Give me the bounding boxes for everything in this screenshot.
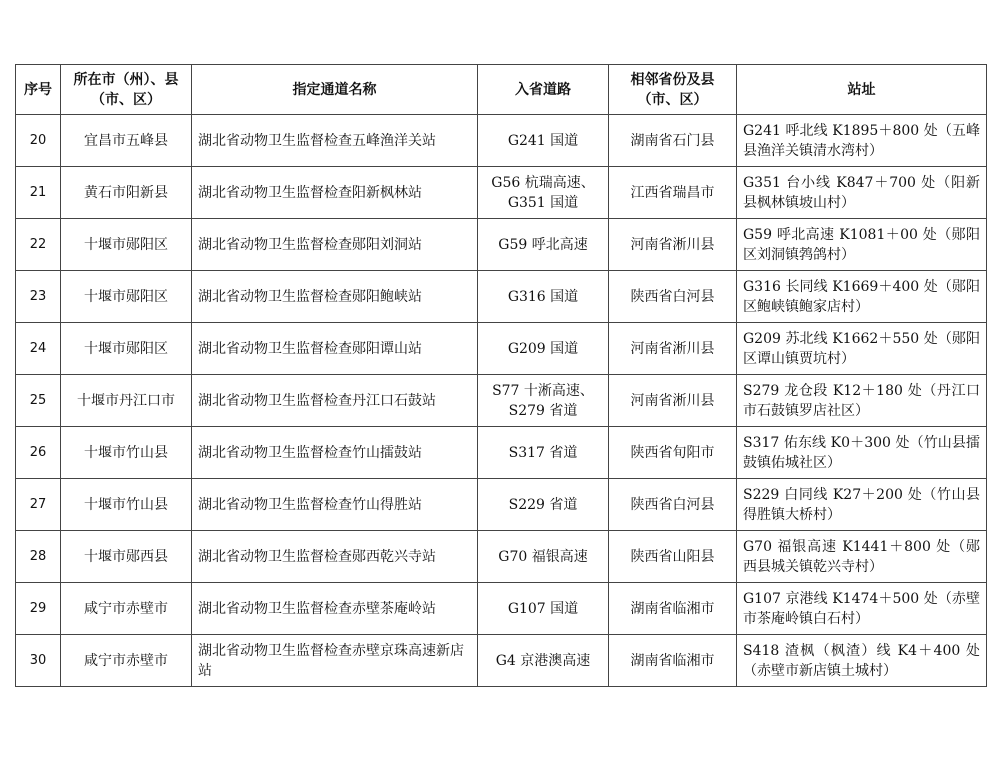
cell-adjacent: 陕西省旬阳市 bbox=[609, 427, 737, 479]
cell-adjacent: 湖南省临湘市 bbox=[609, 635, 737, 687]
cell-index: 30 bbox=[16, 635, 61, 687]
cell-city: 咸宁市赤壁市 bbox=[61, 635, 192, 687]
cell-entry-road: G56 杭瑞高速、G351 国道 bbox=[478, 167, 609, 219]
header-row bbox=[16, 65, 987, 115]
cell-index: 29 bbox=[16, 583, 61, 635]
cell-site: G59 呼北高速 K1081＋00 处（郧阳区刘洞镇鹁鸽村） bbox=[737, 219, 987, 271]
cell-city: 黄石市阳新县 bbox=[61, 167, 192, 219]
table-header bbox=[16, 65, 987, 115]
table-row bbox=[16, 219, 987, 271]
cell-entry-road: G4 京港澳高速 bbox=[478, 635, 609, 687]
header-adjacent: 相邻省份及县（市、区） bbox=[609, 65, 737, 115]
table-row bbox=[16, 531, 987, 583]
cell-adjacent: 陕西省山阳县 bbox=[609, 531, 737, 583]
cell-adjacent: 陕西省白河县 bbox=[609, 479, 737, 531]
cell-city: 宜昌市五峰县 bbox=[61, 115, 192, 167]
cell-adjacent: 江西省瑞昌市 bbox=[609, 167, 737, 219]
table-row bbox=[16, 479, 987, 531]
cell-channel-name: 湖北省动物卫生监督检查郧阳刘洞站 bbox=[192, 219, 478, 271]
cell-channel-name: 湖北省动物卫生监督检查郧西乾兴寺站 bbox=[192, 531, 478, 583]
cell-channel-name: 湖北省动物卫生监督检查阳新枫林站 bbox=[192, 167, 478, 219]
cell-city: 十堰市竹山县 bbox=[61, 427, 192, 479]
cell-channel-name: 湖北省动物卫生监督检查郧阳鲍峡站 bbox=[192, 271, 478, 323]
cell-site: S418 渣枫（枫渣）线 K4＋400 处（赤壁市新店镇土城村） bbox=[737, 635, 987, 687]
table-row bbox=[16, 323, 987, 375]
cell-adjacent: 河南省淅川县 bbox=[609, 375, 737, 427]
cell-index: 27 bbox=[16, 479, 61, 531]
header-entry-road: 入省道路 bbox=[478, 65, 609, 115]
header-site: 站址 bbox=[737, 65, 987, 115]
cell-city: 咸宁市赤壁市 bbox=[61, 583, 192, 635]
cell-entry-road: G241 国道 bbox=[478, 115, 609, 167]
cell-entry-road: G316 国道 bbox=[478, 271, 609, 323]
checkpoint-table bbox=[15, 64, 987, 687]
cell-city: 十堰市郧阳区 bbox=[61, 219, 192, 271]
table-row bbox=[16, 375, 987, 427]
table-body bbox=[16, 115, 987, 687]
cell-adjacent: 湖南省临湘市 bbox=[609, 583, 737, 635]
cell-site: S317 佑东线 K0＋300 处（竹山县擂鼓镇佑城社区） bbox=[737, 427, 987, 479]
cell-entry-road: G59 呼北高速 bbox=[478, 219, 609, 271]
cell-index: 26 bbox=[16, 427, 61, 479]
cell-city: 十堰市丹江口市 bbox=[61, 375, 192, 427]
cell-entry-road: G70 福银高速 bbox=[478, 531, 609, 583]
cell-adjacent: 陕西省白河县 bbox=[609, 271, 737, 323]
cell-channel-name: 湖北省动物卫生监督检查赤壁茶庵岭站 bbox=[192, 583, 478, 635]
cell-entry-road: S229 省道 bbox=[478, 479, 609, 531]
cell-site: G241 呼北线 K1895＋800 处（五峰县渔洋关镇清水湾村） bbox=[737, 115, 987, 167]
cell-entry-road: G209 国道 bbox=[478, 323, 609, 375]
cell-site: G351 台小线 K847＋700 处（阳新县枫林镇坡山村） bbox=[737, 167, 987, 219]
cell-channel-name: 湖北省动物卫生监督检查赤壁京珠高速新店站 bbox=[192, 635, 478, 687]
cell-channel-name: 湖北省动物卫生监督检查郧阳谭山站 bbox=[192, 323, 478, 375]
header-channel-name: 指定通道名称 bbox=[192, 65, 478, 115]
cell-index: 22 bbox=[16, 219, 61, 271]
cell-entry-road: G107 国道 bbox=[478, 583, 609, 635]
cell-city: 十堰市郧阳区 bbox=[61, 271, 192, 323]
cell-index: 21 bbox=[16, 167, 61, 219]
cell-index: 28 bbox=[16, 531, 61, 583]
cell-index: 23 bbox=[16, 271, 61, 323]
header-index: 序号 bbox=[16, 65, 61, 115]
cell-site: S229 白同线 K27＋200 处（竹山县得胜镇大桥村） bbox=[737, 479, 987, 531]
table-row bbox=[16, 271, 987, 323]
cell-channel-name: 湖北省动物卫生监督检查竹山擂鼓站 bbox=[192, 427, 478, 479]
cell-entry-road: S77 十淅高速、S279 省道 bbox=[478, 375, 609, 427]
cell-city: 十堰市郧西县 bbox=[61, 531, 192, 583]
cell-index: 20 bbox=[16, 115, 61, 167]
cell-site: G316 长同线 K1669＋400 处（郧阳区鲍峡镇鲍家店村） bbox=[737, 271, 987, 323]
table-row bbox=[16, 115, 987, 167]
cell-adjacent: 河南省淅川县 bbox=[609, 323, 737, 375]
table-row bbox=[16, 583, 987, 635]
cell-city: 十堰市郧阳区 bbox=[61, 323, 192, 375]
cell-site: S279 龙仓段 K12＋180 处（丹江口市石鼓镇罗店社区） bbox=[737, 375, 987, 427]
cell-adjacent: 湖南省石门县 bbox=[609, 115, 737, 167]
table-row bbox=[16, 427, 987, 479]
cell-site: G209 苏北线 K1662＋550 处（郧阳区谭山镇贾坑村） bbox=[737, 323, 987, 375]
cell-channel-name: 湖北省动物卫生监督检查五峰渔洋关站 bbox=[192, 115, 478, 167]
cell-channel-name: 湖北省动物卫生监督检查丹江口石鼓站 bbox=[192, 375, 478, 427]
cell-city: 十堰市竹山县 bbox=[61, 479, 192, 531]
table-row bbox=[16, 635, 987, 687]
cell-index: 25 bbox=[16, 375, 61, 427]
header-city: 所在市（州）、县（市、区） bbox=[61, 65, 192, 115]
cell-channel-name: 湖北省动物卫生监督检查竹山得胜站 bbox=[192, 479, 478, 531]
cell-site: G70 福银高速 K1441＋800 处（郧西县城关镇乾兴寺村） bbox=[737, 531, 987, 583]
cell-adjacent: 河南省淅川县 bbox=[609, 219, 737, 271]
cell-site: G107 京港线 K1474＋500 处（赤壁市茶庵岭镇白石村） bbox=[737, 583, 987, 635]
cell-entry-road: S317 省道 bbox=[478, 427, 609, 479]
table-row bbox=[16, 167, 987, 219]
cell-index: 24 bbox=[16, 323, 61, 375]
